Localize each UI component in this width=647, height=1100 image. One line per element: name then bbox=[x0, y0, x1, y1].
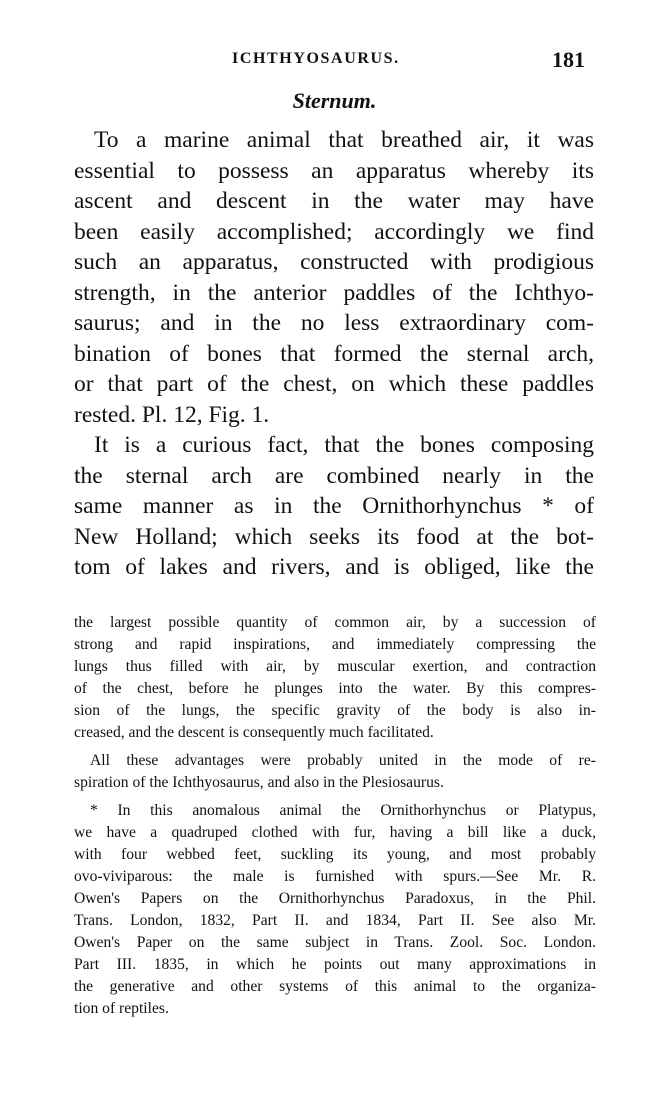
footnote-line: Owen's Paper on the same subject in Trans. Zool. Soc. London. bbox=[74, 934, 596, 951]
main-line: essential to possess an apparatus whereby its bbox=[74, 157, 594, 184]
footnote-line: tion of reptiles. bbox=[74, 1000, 169, 1017]
page-header bbox=[0, 48, 647, 78]
footnote-line: ovo-viviparous: the male is furnished with spurs.—See Mr. R. bbox=[74, 868, 596, 885]
main-line: been easily accomplished; accordingly we find bbox=[74, 218, 594, 245]
footnote-line: Part III. 1835, in which he points out many approximations in bbox=[74, 956, 596, 973]
footnote-line: strong and rapid inspirations, and immediately compressing the bbox=[74, 636, 596, 653]
main-line: or that part of the chest, on which these paddles bbox=[74, 371, 594, 397]
main-line: saurus; and in the no less extraordinary com- bbox=[74, 310, 594, 336]
footnotes bbox=[74, 612, 596, 1020]
main-line: strength, in the anterior paddles of the Ichthyo- bbox=[74, 279, 594, 306]
footnote-line: * In this anomalous animal the Ornithorhynchus or Platypus, bbox=[90, 802, 596, 819]
section-heading: Sternum. bbox=[292, 88, 377, 113]
main-line: ascent and descent in the water may have bbox=[74, 188, 594, 214]
footnote-line: we have a quadruped clothed with fur, having a bill like a duck, bbox=[74, 824, 596, 841]
main-line: the sternal arch are combined nearly in the bbox=[74, 462, 594, 489]
footnote-line: spiration of the Ichthyosaurus, and also in the Plesiosaurus. bbox=[74, 774, 444, 791]
main-line: same manner as in the Ornithorhynchus * of bbox=[74, 493, 594, 519]
footnote-line: creased, and the descent is consequently much facilitated. bbox=[74, 724, 434, 741]
footnote-line: Owen's Papers on the Ornithorhynchus Paradoxus, in the Phil. bbox=[74, 890, 596, 907]
main-line: To a marine animal that breathed air, it was bbox=[94, 127, 594, 153]
main-line: New Holland; which seeks its food at the bot- bbox=[74, 523, 594, 550]
main-line: tom of lakes and rivers, and is obliged, like the bbox=[74, 554, 594, 580]
footnote-line: All these advantages were probably united in the mode of re- bbox=[90, 752, 596, 769]
footnote-line: sion of the lungs, the specific gravity of the body is also in- bbox=[74, 702, 596, 719]
running-title: ICHTHYOSAURUS. bbox=[232, 50, 400, 67]
main-text bbox=[74, 125, 594, 583]
footnote-line: the generative and other systems of this animal to the organiza- bbox=[74, 978, 596, 995]
main-line: bination of bones that formed the sternal arch, bbox=[74, 340, 594, 367]
footnote-line: of the chest, before he plunges into the water. By this compres- bbox=[74, 680, 596, 697]
footnote-line: Trans. London, 1832, Part II. and 1834, Part II. See also Mr. bbox=[74, 912, 596, 929]
footnote-line: lungs thus filled with air, by muscular exertion, and contraction bbox=[74, 658, 596, 675]
footnote-line: the largest possible quantity of common air, by a succession of bbox=[74, 614, 596, 631]
main-line: such an apparatus, constructed with prodigious bbox=[74, 249, 594, 275]
main-line: rested. Pl. 12, Fig. 1. bbox=[74, 401, 270, 428]
footnote-line: with four webbed feet, suckling its young, and most probably bbox=[74, 846, 596, 863]
page-number: 181 bbox=[552, 47, 585, 72]
main-line: It is a curious fact, that the bones composing bbox=[94, 432, 594, 458]
